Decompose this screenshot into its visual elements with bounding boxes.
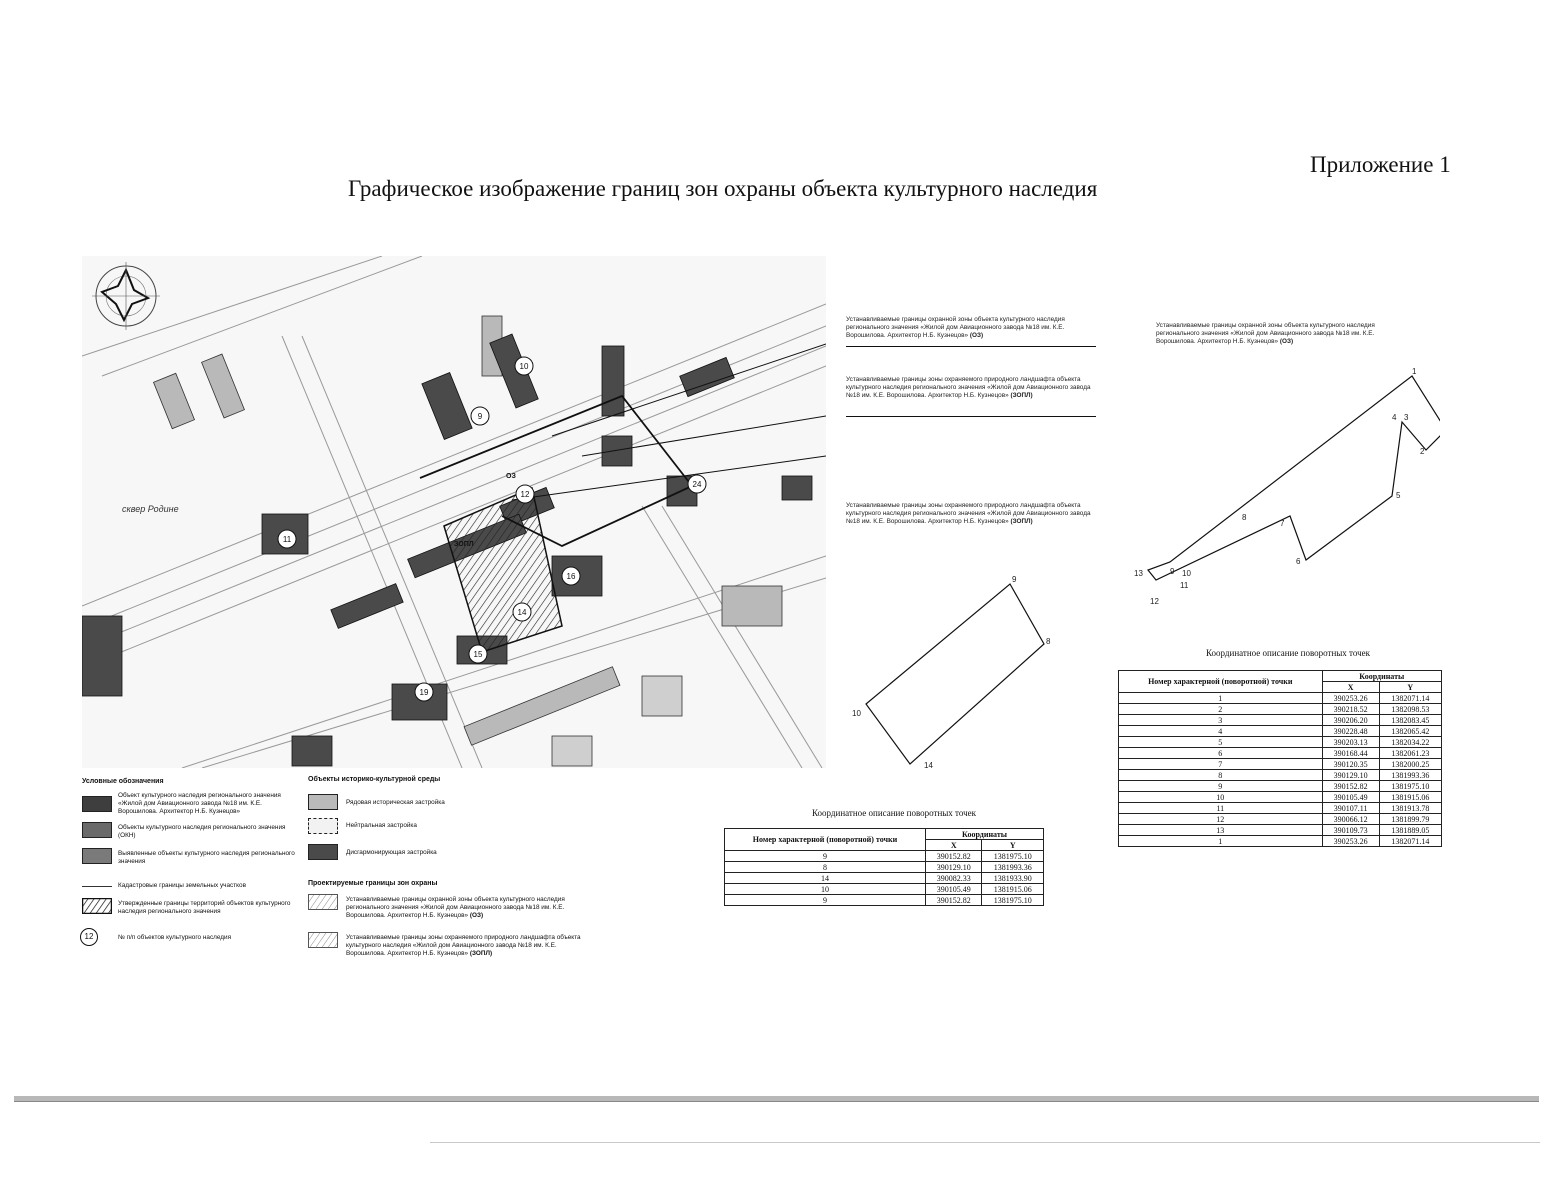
- svg-text:10: 10: [852, 709, 861, 718]
- point-number-cell: 11: [1119, 803, 1323, 814]
- table-row: [725, 873, 1044, 884]
- x-coordinate-cell: 390206.20: [1322, 715, 1379, 726]
- svg-text:4: 4: [1392, 413, 1397, 422]
- table-row: [1119, 814, 1442, 825]
- table-row: [1119, 792, 1442, 803]
- svg-text:10: 10: [1182, 569, 1191, 578]
- y-coordinate-cell: 1381913.78: [1379, 803, 1441, 814]
- legend-swatch-okn: [82, 822, 112, 838]
- col-y-header: Y: [1379, 682, 1441, 693]
- table-row: [1119, 759, 1442, 770]
- svg-text:ЗОПЛ: ЗОПЛ: [454, 541, 474, 548]
- page-title: Графическое изображение границ зон охраны объекта культурного наследия: [348, 176, 1098, 201]
- col-x-header: X: [926, 840, 982, 851]
- col-point-header: Номер характерной (поворотной) точки: [1119, 671, 1323, 693]
- callout-zopl-map: Устанавливаемые границы зоны охраняемого природного ландшафта объекта культурного наследия регионального значения «Жилой дом Авиационного завода №18 им. К.Е. Ворошилова. Архитектор Н.Б. Кузнецов» (ЗОПЛ): [846, 376, 1091, 399]
- point-number-cell: 8: [1119, 770, 1323, 781]
- x-coordinate-cell: 390107.11: [1322, 803, 1379, 814]
- legend-number-badge: 12: [80, 928, 98, 946]
- zopl-scheme-drawing: [850, 572, 1070, 772]
- y-coordinate-cell: 1381975.10: [982, 851, 1044, 862]
- legend-item-approved: Утвержденные границы территорий объектов культурного наследия регионального значения: [118, 900, 291, 915]
- col-coords-header: Координаты: [926, 829, 1044, 840]
- legend-swatch-zopl: [308, 932, 338, 948]
- svg-text:1: 1: [1412, 367, 1417, 376]
- svg-text:19: 19: [419, 688, 429, 697]
- table-oz: [1118, 670, 1442, 847]
- legend-item-ordinary: Рядовая историческая застройка: [346, 799, 445, 806]
- y-coordinate-cell: 1381899.79: [1379, 814, 1441, 825]
- svg-text:12: 12: [520, 490, 530, 499]
- col-point-header: Номер характерной (поворотной) точки: [725, 829, 926, 851]
- table-row: [1119, 825, 1442, 836]
- svg-text:7: 7: [1280, 519, 1285, 528]
- legend-swatch-main-okn: [82, 796, 112, 812]
- svg-text:10: 10: [519, 362, 529, 371]
- callout-underline: [846, 346, 1096, 347]
- svg-text:16: 16: [566, 572, 576, 581]
- table-row: [1119, 726, 1442, 737]
- svg-text:9: 9: [1012, 575, 1017, 584]
- y-coordinate-cell: 1381993.36: [982, 862, 1044, 873]
- x-coordinate-cell: 390168.44: [1322, 748, 1379, 759]
- table-row: [1119, 803, 1442, 814]
- svg-text:ОЗ: ОЗ: [506, 473, 516, 480]
- table-zopl-title: Координатное описание поворотных точек: [812, 808, 977, 818]
- svg-text:8: 8: [1046, 637, 1051, 646]
- svg-text:9: 9: [1170, 567, 1175, 576]
- x-coordinate-cell: 390129.10: [926, 862, 982, 873]
- col-coords-header: Координаты: [1322, 671, 1441, 682]
- y-coordinate-cell: 1382000.25: [1379, 759, 1441, 770]
- point-number-cell: 7: [1119, 759, 1323, 770]
- table-zopl: [724, 828, 1044, 906]
- x-coordinate-cell: 390152.82: [926, 895, 982, 906]
- point-number-cell: 3: [1119, 715, 1323, 726]
- point-number-cell: 13: [1119, 825, 1323, 836]
- legend-swatch-disharmonious: [308, 844, 338, 860]
- svg-text:3: 3: [1404, 413, 1409, 422]
- x-coordinate-cell: 390109.73: [1322, 825, 1379, 836]
- point-number-cell: 6: [1119, 748, 1323, 759]
- x-coordinate-cell: 390228.48: [1322, 726, 1379, 737]
- legend-proj-title: Проектируемые границы зон охраны: [308, 880, 438, 887]
- table-row: [1119, 693, 1442, 704]
- y-coordinate-cell: 1382071.14: [1379, 836, 1441, 847]
- y-coordinate-cell: 1381889.05: [1379, 825, 1441, 836]
- svg-text:14: 14: [924, 761, 933, 770]
- table-row: [1119, 704, 1442, 715]
- point-number-cell: 2: [1119, 704, 1323, 715]
- point-number-cell: 10: [725, 884, 926, 895]
- x-coordinate-cell: 390129.10: [1322, 770, 1379, 781]
- point-number-cell: 9: [725, 895, 926, 906]
- legend-item-oz: Устанавливаемые границы охранной зоны объекта культурного наследия регионального значения «Жилой дом Авиационного завода №18 им. К.Е. Ворошилова. Архитектор Н.Б. Кузнецов» (ОЗ): [346, 896, 565, 919]
- page-divider: [430, 1142, 1540, 1143]
- table-row: [725, 851, 1044, 862]
- table-row: [725, 884, 1044, 895]
- x-coordinate-cell: 390152.82: [926, 851, 982, 862]
- legend-title: Условные обозначения: [82, 778, 164, 785]
- x-coordinate-cell: 390218.52: [1322, 704, 1379, 715]
- svg-text:11: 11: [1180, 581, 1189, 590]
- y-coordinate-cell: 1381915.06: [1379, 792, 1441, 803]
- legend-item-main-okn: Объект культурного наследия регионального значения «Жилой дом Авиационного завода №18 им. К.Е. Ворошилова. Архитектор Н.Б. Кузнецов»: [118, 792, 281, 815]
- oz-scheme-drawing: [1130, 366, 1440, 612]
- svg-text:14: 14: [517, 608, 527, 617]
- point-number-cell: 9: [725, 851, 926, 862]
- y-coordinate-cell: 1381933.90: [982, 873, 1044, 884]
- legend-item-identified: Выявленные объекты культурного наследия регионального значения: [118, 850, 295, 865]
- svg-text:5: 5: [1396, 491, 1401, 500]
- appendix-label: Приложение 1: [1310, 152, 1451, 177]
- x-coordinate-cell: 390120.35: [1322, 759, 1379, 770]
- point-number-cell: 1: [1119, 693, 1323, 704]
- point-number-cell: 14: [725, 873, 926, 884]
- point-number-cell: 12: [1119, 814, 1323, 825]
- table-row: [1119, 737, 1442, 748]
- square-label: сквер Родине: [122, 504, 179, 514]
- y-coordinate-cell: 1382061.23: [1379, 748, 1441, 759]
- callout-oz-scheme: Устанавливаемые границы охранной зоны объекта культурного наследия регионального значения «Жилой дом Авиационного завода №18 им. К.Е. Ворошилова. Архитектор Н.Б. Кузнецов» (ОЗ): [1156, 322, 1375, 345]
- x-coordinate-cell: 390066.12: [1322, 814, 1379, 825]
- point-number-cell: 5: [1119, 737, 1323, 748]
- svg-text:8: 8: [1242, 513, 1247, 522]
- svg-text:2: 2: [1420, 447, 1425, 456]
- table-row: [725, 895, 1044, 906]
- legend-item-okn: Объекты культурного наследия регионального значения (ОКН): [118, 824, 286, 839]
- svg-text:12: 12: [1150, 597, 1159, 606]
- x-coordinate-cell: 390253.26: [1322, 836, 1379, 847]
- y-coordinate-cell: 1382071.14: [1379, 693, 1441, 704]
- table-oz-title: Координатное описание поворотных точек: [1206, 648, 1371, 658]
- point-number-cell: 1: [1119, 836, 1323, 847]
- legend-swatch-approved: [82, 898, 112, 914]
- point-number-cell: 9: [1119, 781, 1323, 792]
- x-coordinate-cell: 390152.82: [1322, 781, 1379, 792]
- svg-text:11: 11: [282, 535, 292, 544]
- x-coordinate-cell: 390082.33: [926, 873, 982, 884]
- col-x-header: X: [1322, 682, 1379, 693]
- legend-swatch-identified: [82, 848, 112, 864]
- table-row: [1119, 781, 1442, 792]
- legend-item-numbering: № п/п объектов культурного наследия: [118, 934, 232, 941]
- map-svg: [82, 256, 826, 768]
- legend-item-cadastral: Кадастровые границы земельных участков: [118, 882, 246, 889]
- y-coordinate-cell: 1381975.10: [982, 895, 1044, 906]
- svg-text:15: 15: [473, 650, 483, 659]
- table-row: [725, 862, 1044, 873]
- svg-text:9: 9: [477, 412, 483, 421]
- col-y-header: Y: [982, 840, 1044, 851]
- y-coordinate-cell: 1382034.22: [1379, 737, 1441, 748]
- y-coordinate-cell: 1381975.10: [1379, 781, 1441, 792]
- table-row: [1119, 770, 1442, 781]
- legend-swatch-neutral: [308, 818, 338, 834]
- legend-item-disharmonious: Дисгармонирующая застройка: [346, 849, 437, 856]
- point-number-cell: 10: [1119, 792, 1323, 803]
- page-divider: [14, 1101, 1539, 1102]
- svg-text:13: 13: [1134, 569, 1143, 578]
- legend-item-zopl: Устанавливаемые границы зоны охраняемого природного ландшафта объекта культурного наследия «Жилой дом Авиационного завода №18 им. К.Е. Ворошилова. Архитектор Н.Б. Кузнецов» (ЗОПЛ): [346, 934, 581, 957]
- svg-text:6: 6: [1296, 557, 1301, 566]
- cadastral-map: [82, 256, 826, 768]
- legend-item-neutral: Нейтральная застройка: [346, 822, 417, 829]
- callout-underline: [846, 416, 1096, 417]
- legend-line-cadastral: [82, 886, 112, 887]
- callout-oz-map: Устанавливаемые границы охранной зоны объекта культурного наследия регионального значения «Жилой дом Авиационного завода №18 им. К.Е. Ворошилова. Архитектор Н.Б. Кузнецов» (ОЗ): [846, 316, 1065, 339]
- legend-swatch-ordinary: [308, 794, 338, 810]
- y-coordinate-cell: 1381915.06: [982, 884, 1044, 895]
- y-coordinate-cell: 1382083.45: [1379, 715, 1441, 726]
- table-row: [1119, 748, 1442, 759]
- table-row: [1119, 836, 1442, 847]
- svg-text:24: 24: [692, 480, 702, 489]
- callout-zopl-scheme: Устанавливаемые границы зоны охраняемого природного ландшафта объекта культурного наследия регионального значения «Жилой дом Авиационного завода №18 им. К.Е. Ворошилова. Архитектор Н.Б. Кузнецов» (ЗОПЛ): [846, 502, 1091, 525]
- x-coordinate-cell: 390105.49: [926, 884, 982, 895]
- table-row: [1119, 715, 1442, 726]
- x-coordinate-cell: 390253.26: [1322, 693, 1379, 704]
- x-coordinate-cell: 390203.13: [1322, 737, 1379, 748]
- point-number-cell: 8: [725, 862, 926, 873]
- y-coordinate-cell: 1382098.53: [1379, 704, 1441, 715]
- x-coordinate-cell: 390105.49: [1322, 792, 1379, 803]
- point-number-cell: 4: [1119, 726, 1323, 737]
- legend-swatch-oz: [308, 894, 338, 910]
- legend-env-title: Объекты историко-культурной среды: [308, 776, 441, 783]
- y-coordinate-cell: 1381993.36: [1379, 770, 1441, 781]
- y-coordinate-cell: 1382065.42: [1379, 726, 1441, 737]
